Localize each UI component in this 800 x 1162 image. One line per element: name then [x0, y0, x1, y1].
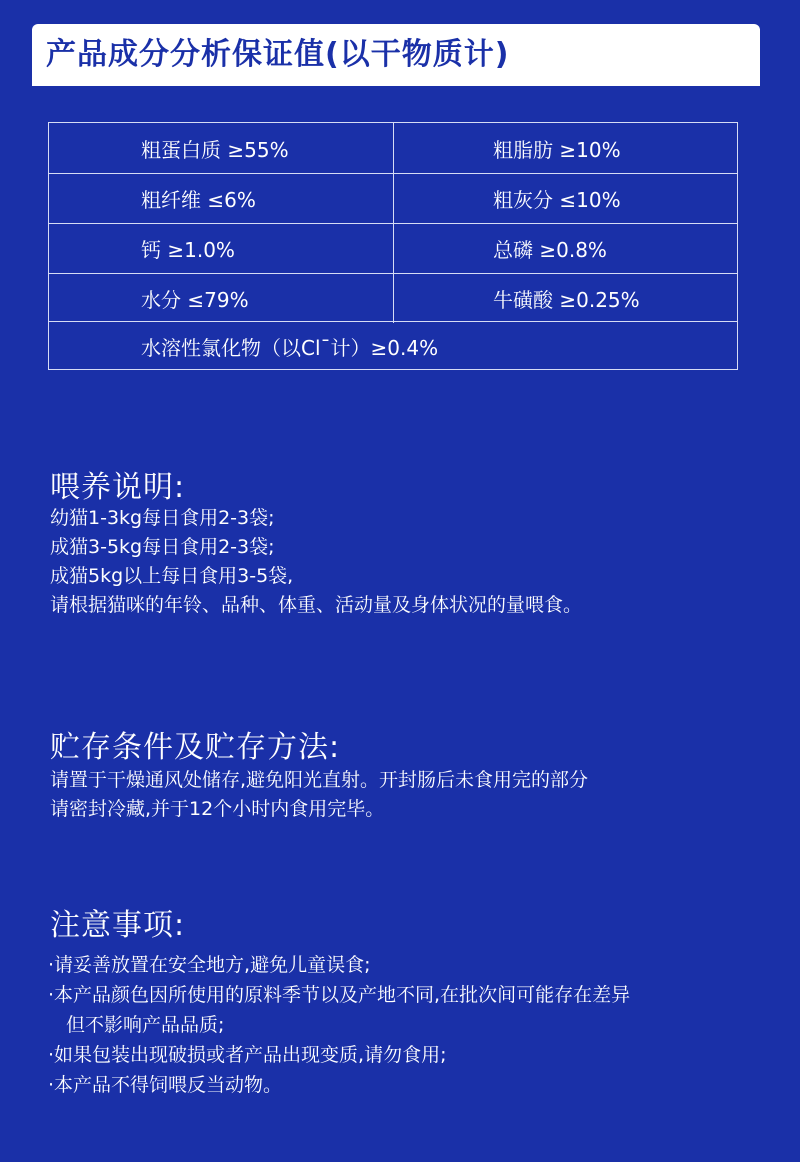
list-item: ·请妥善放置在安全地方,避免儿童误食; — [48, 954, 371, 976]
table-row — [49, 173, 737, 223]
feeding-line: 请根据猫咪的年铃、品种、体重、活动量及身体状况的量喂食。 — [50, 594, 583, 616]
table-cell: 粗纤维 ≤6% — [49, 174, 394, 223]
list-item: 但不影响产品品质; — [66, 1014, 225, 1036]
table-row — [49, 321, 737, 370]
storage-text — [50, 766, 588, 824]
table-cell: 水溶性氯化物（以Cl¯计）≥0.4% — [141, 335, 439, 360]
feeding-line: 幼猫1-3kg每日食用2-3袋; — [50, 507, 275, 529]
storage-heading: 贮存条件及贮存方法: — [50, 730, 341, 765]
table-row — [49, 223, 737, 273]
feeding-text — [50, 504, 582, 620]
feeding-line: 成猫3-5kg每日食用2-3袋; — [50, 536, 275, 558]
list-item: ·本产品颜色因所使用的原料季节以及产地不同,在批次间可能存在差异 — [48, 984, 631, 1006]
table-cell: 牛磺酸 ≥0.25% — [493, 288, 640, 312]
table-cell: 粗脂肪 ≥10% — [493, 137, 621, 162]
table-cell: 钙 ≥1.0% — [49, 224, 394, 273]
feeding-line: 成猫5kg以上每日食用3-5袋, — [50, 565, 294, 587]
page-title: 产品成分分析保证值(以干物质计) — [46, 37, 510, 72]
storage-line: 请置于干燥通风处储存,避免阳光直射。开封肠后未食用完的部分 — [50, 769, 589, 791]
notes-list — [48, 950, 630, 1100]
analysis-table — [48, 122, 738, 370]
table-cell: 粗灰分 ≤10% — [493, 188, 621, 212]
notes-heading: 注意事项: — [50, 908, 186, 943]
title-bar — [32, 24, 760, 86]
table-cell: 总磷 ≥0.8% — [493, 238, 607, 262]
table-row — [49, 273, 737, 323]
list-item: ·本产品不得饲喂反当动物。 — [48, 1074, 283, 1096]
storage-line: 请密封冷藏,并于12个小时内食用完毕。 — [50, 798, 385, 820]
table-row — [49, 123, 737, 173]
table-cell: 粗蛋白质 ≥55% — [49, 123, 394, 173]
list-item: ·如果包装出现破损或者产品出现变质,请勿食用; — [48, 1044, 447, 1066]
feeding-heading: 喂养说明: — [50, 470, 186, 505]
table-cell: 水分 ≤79% — [49, 274, 394, 323]
